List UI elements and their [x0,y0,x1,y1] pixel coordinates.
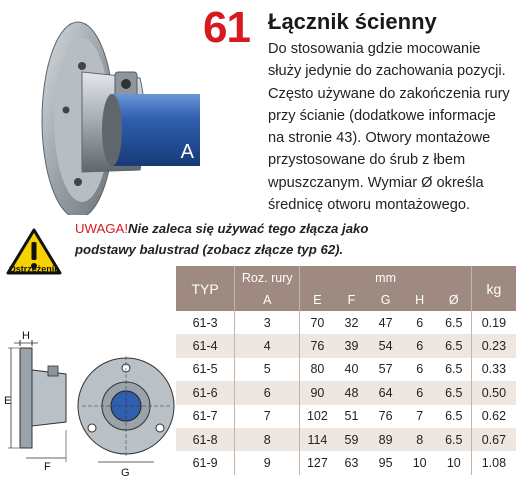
cell-diameter: 6.5 [437,405,472,428]
description-line: przystosowane do śrub z łbem [268,152,466,169]
cell-f: 48 [334,381,368,404]
cell-h: 7 [403,405,437,428]
description-line: służy jedynie do zachowania pozycji. [268,63,506,80]
description-line: na stronie 43). Otwory montażowe [268,130,491,147]
header-pipe-size: Roz. rury [235,266,300,289]
cell-e: 127 [300,451,335,474]
table-row [176,428,516,451]
cell-f: 63 [334,451,368,474]
cell-a: 9 [235,451,300,474]
table-row [176,451,516,474]
cell-kg: 0.33 [471,358,516,381]
cell-a: 7 [235,405,300,428]
spec-table [176,266,516,475]
dim-label-e: E [4,395,12,407]
cell-e: 114 [300,428,335,451]
cell-e: 76 [300,334,335,357]
cell-h: 6 [403,358,437,381]
cell-diameter: 6.5 [437,311,472,334]
dim-label-h: H [22,330,30,342]
subheader-h: H [403,289,437,311]
cell-e: 90 [300,381,335,404]
cell-kg: 0.19 [471,311,516,334]
table-row [176,405,516,428]
description-line: średnicę otworu montażowego. [268,197,470,214]
photo-label: A [180,141,194,163]
description-line: przy ścianie (dodatkowe informacje [268,107,496,124]
product-photo [0,0,200,215]
cell-diameter: 6.5 [437,358,472,381]
cell-typ: 61-9 [176,451,235,474]
warning-text [75,218,515,260]
table-row [176,381,516,404]
cell-e: 102 [300,405,335,428]
cell-f: 40 [334,358,368,381]
cell-h: 6 [403,311,437,334]
warning-word: UWAGA! [75,221,128,236]
cell-a: 6 [235,381,300,404]
cell-typ: 61-8 [176,428,235,451]
warning-line-2: podstawy balustrad (zobacz złącze typ 62). [75,242,344,257]
table-row [176,311,516,334]
cell-diameter: 10 [437,451,472,474]
cell-g: 76 [369,405,403,428]
subheader-g: G [369,289,403,311]
product-number: 61 [203,3,250,52]
table-row [176,334,516,357]
cell-a: 5 [235,358,300,381]
cell-typ: 61-4 [176,334,235,357]
cell-g: 54 [369,334,403,357]
cell-e: 80 [300,358,335,381]
cell-kg: 0.50 [471,381,516,404]
table-row [176,358,516,381]
cell-a: 4 [235,334,300,357]
cell-diameter: 6.5 [437,428,472,451]
header-typ: TYP [176,266,235,311]
cell-kg: 0.23 [471,334,516,357]
warning-triangle-icon [6,220,62,284]
cell-f: 51 [334,405,368,428]
subheader-e: E [300,289,335,311]
subheader-a: A [235,289,300,311]
cell-g: 89 [369,428,403,451]
cell-e: 70 [300,311,335,334]
cell-typ: 61-7 [176,405,235,428]
cell-g: 57 [369,358,403,381]
cell-f: 32 [334,311,368,334]
warning-line-1: Nie zaleca się używać tego złącza jako [128,221,369,236]
cell-g: 95 [369,451,403,474]
cell-typ: 61-3 [176,311,235,334]
description-line: wpuszczanym. Wymiar Ø określa [268,174,484,191]
cell-kg: 0.67 [471,428,516,451]
cell-h: 6 [403,334,437,357]
description-line: Do stosowania gdzie mocowanie [268,41,481,57]
subheader-f: F [334,289,368,311]
cell-a: 3 [235,311,300,334]
cell-g: 64 [369,381,403,404]
dim-label-g: G [121,467,130,479]
cell-f: 39 [334,334,368,357]
cell-diameter: 6.5 [437,381,472,404]
description-line: Często używane do zakończenia rury [268,85,510,102]
warning-label: Ostrzeżenie [8,264,60,274]
header-mm: mm [300,266,471,289]
cell-h: 8 [403,428,437,451]
cell-typ: 61-6 [176,381,235,404]
cell-h: 10 [403,451,437,474]
cell-typ: 61-5 [176,358,235,381]
cell-f: 59 [334,428,368,451]
cell-kg: 0.62 [471,405,516,428]
cell-a: 8 [235,428,300,451]
product-title: Łącznik ścienny [268,9,437,34]
technical-drawing [0,330,176,480]
dim-label-f: F [44,461,51,473]
subheader-diameter: Ø [437,289,472,311]
cell-h: 6 [403,381,437,404]
cell-kg: 1.08 [471,451,516,474]
header-kg: kg [471,266,516,311]
cell-diameter: 6.5 [437,334,472,357]
cell-g: 47 [369,311,403,334]
product-description [268,38,518,216]
